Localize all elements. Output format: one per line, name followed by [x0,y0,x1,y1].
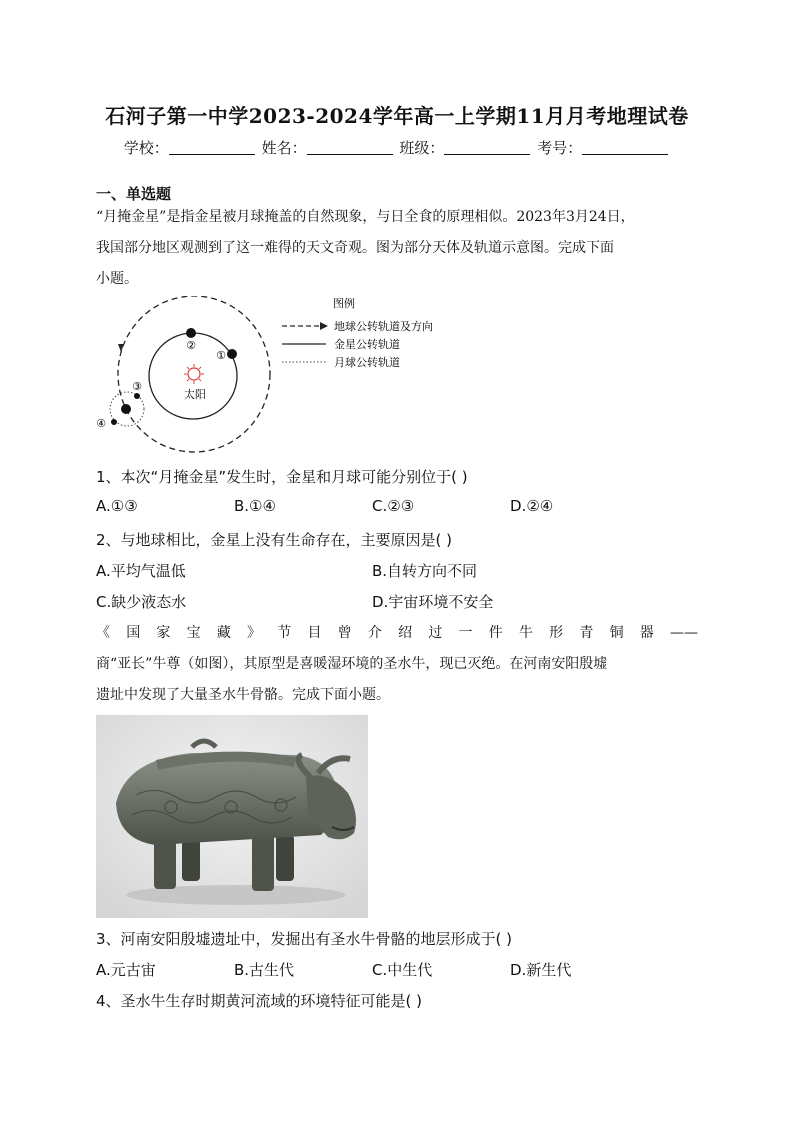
exam-title: 石河子第一中学2023-2024学年高一上学期11月月考地理试卷 [105,104,689,128]
legend-item-venus-orbit: 金星公转轨道 [334,338,400,351]
marker-4: ④ [96,417,106,430]
legend-item-earth-orbit: 地球公转轨道及方向 [334,320,433,333]
bronze-ox-photo [96,715,368,918]
q1-option-c: C.②③ [372,497,415,515]
student-info-line [0,137,794,158]
q1-option-b: B.①④ [234,497,276,515]
passage-1-line: “月掩金星”是指金星被月球掩盖的自然现象，与日全食的原理相似。2023年3月24日， [96,209,635,225]
school-label: 学校： [123,139,169,157]
venus-position-2 [186,328,196,338]
exam-number-label: 考号： [537,139,583,157]
earth-orbit [118,296,270,452]
earth-dot [121,404,131,414]
name-label: 姓名： [261,139,307,157]
legend-arrow-icon [320,322,328,330]
q2-option-b: B.自转方向不同 [372,562,478,580]
question-4-stem: 4、圣水牛生存时期黄河流域的环境特征可能是( ) [96,992,423,1010]
sun-icon [184,364,204,384]
section-heading: 一、单选题 [96,185,172,203]
passage-1-line: 小题。 [96,271,138,287]
q2-option-d: D.宇宙环境不安全 [372,593,494,611]
question-3-stem: 3、河南安阳殷墟遗址中，发掘出有圣水牛骨骼的地层形成于( ) [96,930,513,948]
question-2-stem: 2、与地球相比，金星上没有生命存在，主要原因是( ) [96,531,453,549]
passage-1 [96,202,698,295]
question-1-stem: 1、本次“月掩金星”发生时，金星和月球可能分别位于( ) [96,468,468,486]
class-label: 班级： [399,139,445,157]
q2-option-c: C.缺少液态水 [96,593,187,611]
passage-2-line: 商“亚长”牛尊（如图），其原型是喜暖湿环境的圣水牛，现已灭绝。在河南安阳殷墟 [96,656,608,672]
marker-3: ③ [132,380,142,393]
passage-2 [96,618,698,711]
bronze-ox-image [96,715,368,918]
passage-2-line: 《国家宝藏》节目曾介绍过一件牛形青铜器—— [96,625,698,641]
exam-number-blank [582,140,668,155]
q2-option-a: A.平均气温低 [96,562,186,580]
name-blank [307,140,393,155]
class-blank [444,140,530,155]
moon-position-3 [134,393,140,399]
orbit-diagram [96,296,456,456]
moon-position-4 [111,419,117,425]
earth-orbit-arrow [118,344,124,352]
marker-2: ② [186,339,196,352]
q3-option-d: D.新生代 [510,961,572,979]
q3-option-b: B.古生代 [234,961,295,979]
school-blank [169,140,255,155]
sun-label: 太阳 [184,388,206,401]
venus-position-1 [227,349,237,359]
legend-item-moon-orbit: 月球公转轨道 [334,356,400,369]
q1-option-a: A.①③ [96,497,138,515]
legend-title: 图例 [333,297,355,310]
passage-1-line: 我国部分地区观测到了这一难得的天文奇观。图为部分天体及轨道示意图。完成下面 [96,240,614,256]
passage-2-line: 遗址中发现了大量圣水牛骨骼。完成下面小题。 [96,687,390,703]
marker-1: ① [216,349,226,362]
q3-option-a: A.元古宙 [96,961,156,979]
q1-option-d: D.②④ [510,497,554,515]
q3-option-c: C.中生代 [372,961,433,979]
